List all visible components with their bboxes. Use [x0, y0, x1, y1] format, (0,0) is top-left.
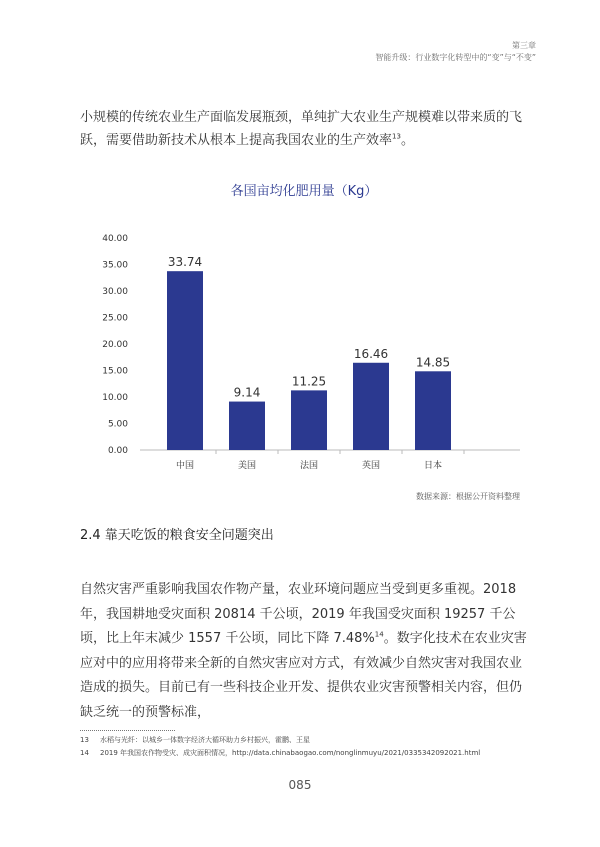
- chapter-label: 第三章: [512, 41, 536, 50]
- chapter-subtitle: 智能升级：行业数字化转型中的“变”与“不变”: [375, 53, 536, 62]
- body-paragraph: [80, 578, 528, 725]
- intro-text: 小规模的传统农业生产面临发展瓶颈，单纯扩大农业生产规模难以带来质的飞跃，需要借助新技术从根本上提高我国农业的生产效率: [80, 110, 523, 148]
- data-label: 16.46: [353, 346, 389, 361]
- data-label: 14.85: [415, 355, 451, 370]
- y-tick-label: 40.00: [102, 234, 128, 244]
- section-heading: 2.4 靠天吃饭的粮食安全问题突出: [80, 528, 274, 543]
- intro-end: 。: [400, 133, 414, 148]
- y-tick-label: 20.00: [102, 340, 128, 350]
- bar: [353, 363, 389, 450]
- fertilizer-bar-chart: [80, 210, 528, 480]
- bar: [167, 271, 203, 450]
- chart-title: 各国亩均化肥用量（Kg）: [230, 184, 378, 199]
- footnote-ref-14[interactable]: 14: [374, 630, 384, 639]
- y-tick-label: 15.00: [102, 366, 128, 377]
- y-tick-label: 10.00: [102, 393, 128, 403]
- footnotes: [80, 734, 480, 760]
- x-category-label: 法国: [299, 461, 319, 471]
- x-category-label: 英国: [361, 461, 381, 471]
- bar: [415, 371, 451, 450]
- data-source-note: 数据来源：根据公开资料整理: [416, 492, 520, 501]
- footnote-text: 水稻与光纤：以城乡一体数字经济大循环助力乡村振兴，霍鹏、王星: [100, 736, 310, 744]
- bar: [229, 402, 265, 450]
- bar: [291, 390, 327, 450]
- footnote-text: 2019 年我国农作物受灾、成灾面积情况，http://data.chinabaogao.com/nonglinmuyu/2021/0335342092021.html: [100, 749, 481, 757]
- data-label: 33.74: [167, 255, 203, 270]
- y-tick-label: 35.00: [102, 260, 128, 271]
- x-category-label: 中国: [175, 461, 195, 471]
- data-label: 9.14: [233, 385, 261, 400]
- running-header: [375, 40, 536, 64]
- x-category-label: 日本: [423, 461, 443, 471]
- y-tick-label: 0.00: [107, 446, 128, 456]
- body-text-before: 自然灾害严重影响我国农作物产量，农业环境问题应当受到更多重视。2018 年，我国耕地受灾面积 20814 千公顷，2019 年我国受灾面积 19257 千公顷，比上年末减少 1557 千公顷，同比下降 7.48%: [80, 582, 517, 646]
- y-tick-label: 30.00: [102, 287, 128, 297]
- footnote-ref-13[interactable]: 13: [392, 132, 401, 141]
- body-text-after: 。数字化技术在农业灾害应对中的应用将带来全新的自然灾害应对方式，有效减少自然灾害对我国农业造成的损失。目前已有一些科技企业开发、提供农业灾害预警相关内容，但仍缺乏统一的预警标准，: [80, 631, 527, 720]
- x-category-label: 美国: [237, 461, 257, 471]
- page-number: 085: [288, 778, 312, 792]
- footnote-divider: [80, 730, 175, 731]
- footnote-14: [80, 747, 480, 760]
- footnote-number: 13: [80, 736, 89, 744]
- data-label: 11.25: [291, 374, 327, 389]
- y-tick-label: 25.00: [102, 313, 128, 324]
- y-tick-label: 5.00: [107, 419, 128, 430]
- footnote-number: 14: [80, 749, 89, 757]
- footnote-13: [80, 734, 480, 747]
- intro-paragraph: [80, 106, 528, 152]
